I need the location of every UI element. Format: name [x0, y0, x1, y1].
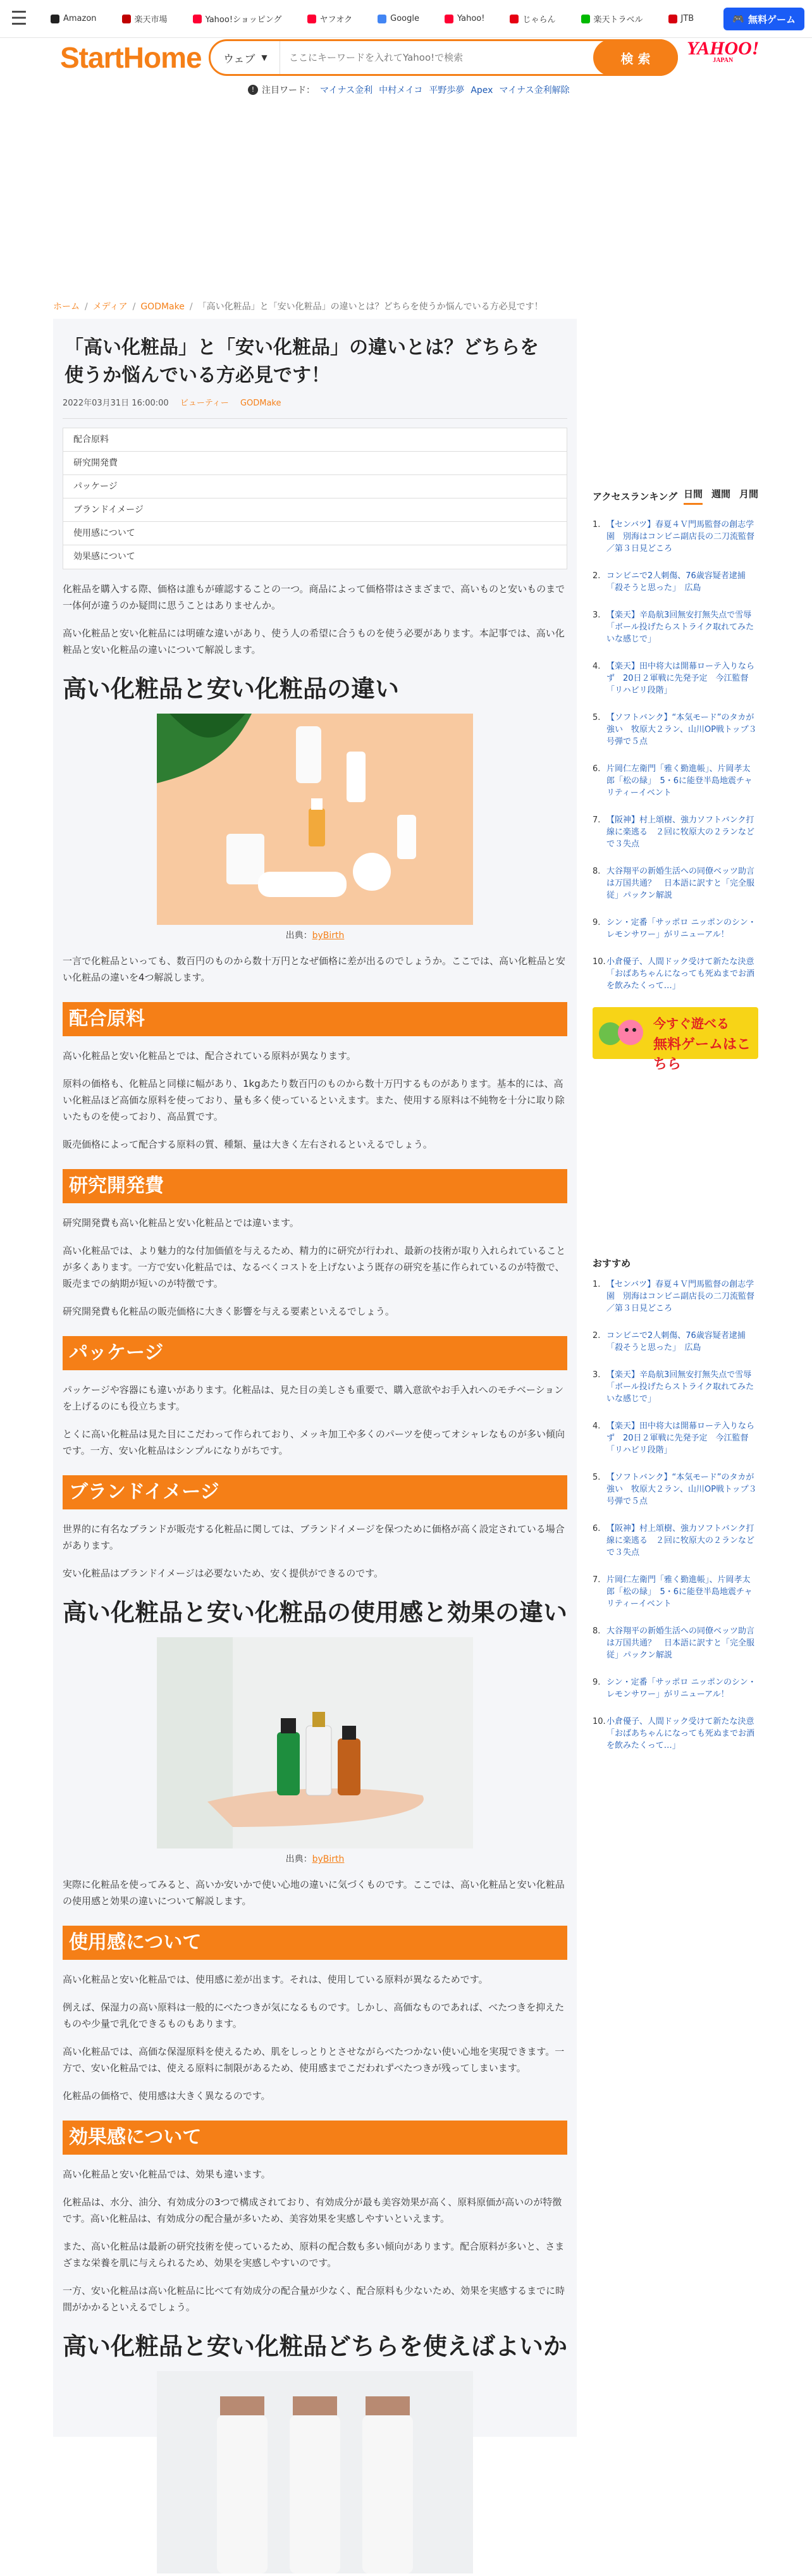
quick-link-label: 楽天市場 — [134, 15, 168, 25]
paragraph: 化粧品は、水分、油分、有効成分の3つで構成されており、有効成分が最も美容効果が高く、原料原価が高いのが特徴です。高い化粧品は、有効成分の配合量が多いため、美容効果を実感しやすいといえます。 — [63, 2196, 562, 2224]
ranking-item[interactable] — [593, 814, 758, 850]
amazon-icon — [51, 15, 59, 23]
recommend-link[interactable]: 【ソフトバンク】“本気モード”のタカが強い 牧原大２ラン、山川OP戦トップ３号弾で５点 — [606, 1473, 757, 1506]
intro-paragraph: 化粧品を購入する際、価格は誰もが確認することの一つ。商品によって価格帯はさまざまで、高いものと安いものまで一体何が違うのか疑問に思うことはありませんか。 — [63, 583, 565, 611]
yahoo-icon — [445, 15, 453, 23]
rank-number: 10. — [593, 1717, 606, 1726]
paragraph: 販売価格によって配合する原料の質、種類、量は大きく左右されるといえるでしょう。 — [63, 1139, 433, 1150]
ranking-item[interactable] — [593, 712, 758, 748]
ranking-item[interactable] — [593, 519, 758, 555]
quick-link-7[interactable] — [581, 13, 643, 25]
recommend-item[interactable] — [593, 1574, 758, 1610]
gamepad-icon: 🎮 — [732, 13, 744, 25]
ranking-link[interactable]: コンビニで2人刺傷、76歳容疑者逮捕「殺そうと思った」 広島 — [606, 571, 746, 593]
paragraph: 研究開発費も高い化粧品と安い化粧品とでは違います。 — [63, 1217, 299, 1229]
subsection-heading: 配合原料 — [63, 1002, 567, 1036]
search-button-label: 検 索 — [620, 51, 651, 66]
jtb-icon — [668, 15, 677, 23]
paragraph: 研究開発費も化粧品の販売価格に大きく影響を与える要素といえるでしょう。 — [63, 1306, 395, 1317]
section-heading: 高い化粧品と安い化粧品どちらを使えばよいか — [63, 2332, 568, 2360]
free-game-banner[interactable] — [593, 1007, 758, 1072]
quick-link-label: じゃらん — [522, 15, 556, 25]
rank-number: 10. — [593, 957, 606, 967]
breadcrumb-link[interactable]: ホーム — [53, 302, 80, 312]
paragraph: とくに高い化粧品は見た目にこだわって作られており、メッキ加工や多くのパーツを使ってオシャレなものが多い傾向です。一方、安い化粧品はシンプルになりがちです。 — [63, 1428, 565, 1456]
game-characters-icon — [598, 1013, 648, 1053]
recommend-item[interactable] — [593, 1716, 758, 1752]
jalan-icon — [510, 15, 519, 23]
ranking-link[interactable]: 小倉優子、人間ドック受けて新たな決意「おばあちゃんになっても死ぬまでお酒を飲みたくって…」 — [606, 957, 755, 991]
ranking-link[interactable]: 【ソフトバンク】“本気モード”のタカが強い 牧原大２ラン、山川OP戦トップ３号弾で５点 — [606, 713, 757, 746]
recommend-link[interactable]: 片岡仁左衛門「雅く勤進帳」、片岡孝太郎「松の緑」 5・6に能登半島地震チャリティーイベント — [606, 1575, 753, 1609]
rank-number: 4. — [593, 662, 601, 671]
recommend-list — [593, 1279, 758, 1752]
rank-number: 2. — [593, 571, 601, 581]
ranking-link[interactable]: 片岡仁左衛門「雅く勤進帳」、片岡孝太郎「松の緑」 5・6に能登半島地震チャリティーイベント — [606, 764, 753, 798]
caption-label: 出典： — [285, 1854, 312, 1864]
ranking-item[interactable] — [593, 865, 758, 901]
chevron-down-icon: ▼ — [261, 53, 268, 62]
recommend-item[interactable] — [593, 1330, 758, 1354]
rank-number: 3. — [593, 610, 601, 620]
intro-paragraph: 高い化粧品と安い化粧品には明確な違いがあり、使う人の希望に合うものを使う必要があります。本記事では、高い化粧品と安い化粧品の違いについて解説します。 — [63, 628, 565, 655]
subsection-heading: ブランドイメージ — [63, 1475, 567, 1509]
free-game-button[interactable] — [723, 8, 804, 30]
image-caption — [63, 929, 567, 941]
quick-link-label: Yahoo!ショッピング — [205, 15, 282, 25]
ad-space — [0, 113, 812, 290]
rank-number: 5. — [593, 1473, 601, 1482]
recommend-item[interactable] — [593, 1676, 758, 1700]
cosmetics-image-3 — [157, 2371, 473, 2573]
subsection-heading: 研究開発費 — [63, 1169, 567, 1203]
recommend-link[interactable]: 【楽天】辛島航3回無安打無失点で雪辱「ボール投げたらストライク取れてみたいな感じで」 — [606, 1370, 754, 1404]
image-caption — [63, 1852, 567, 1865]
attention-keyword[interactable]: 平野歩夢 — [429, 85, 465, 96]
paragraph: 世界的に有名なブランドが販売する化粧品に関しては、ブランドイメージを保つために価格が高く設定されている場合があります。 — [63, 1523, 565, 1551]
paragraph: 高い化粧品では、高価な保湿原料を使えるため、肌をしっとりとさせながらべたつかない使い心地を実現できます。一方で、安い化粧品では、使える原料に制限があるため、使用感までこだわれずべたつきが残ってしまいます。 — [63, 2046, 565, 2074]
rank-number: 5. — [593, 713, 601, 722]
toc-item[interactable]: 効果感について — [73, 552, 135, 562]
recommend-item[interactable] — [593, 1523, 758, 1559]
quick-link-label: ヤフオク — [319, 15, 353, 25]
yahoo-shopping-icon — [193, 15, 202, 23]
paragraph: 原料の価格も、化粧品と同様に幅があり、1kgあたり数百円のものから数十万円するものがあります。基本的には、高い化粧品ほど高価な原料を使っており、量も多く使っているといえます。また、使用する原料は不純物を十分に取り除いたものを使っており、高品質です。 — [63, 1078, 565, 1122]
toc-item[interactable]: ブランドイメージ — [63, 498, 567, 522]
subsection-heading: パッケージ — [63, 1336, 567, 1370]
paragraph: 安い化粧品はブランドイメージは必要ないため、安く提供ができるのです。 — [63, 1568, 384, 1579]
recommend-item[interactable] — [593, 1420, 758, 1456]
rank-number: 6. — [593, 1524, 601, 1533]
section-heading: 高い化粧品と安い化粧品の違い — [63, 675, 400, 703]
quick-link-label: Yahoo! — [457, 14, 485, 23]
ranking-link[interactable]: 大谷翔平の新婚生活への同僚ベッツ助言は万国共通？ 日本語に訳すと「完全服従」パックン解説 — [606, 867, 755, 900]
article — [53, 319, 577, 2437]
rank-number: 4. — [593, 1421, 601, 1431]
ranking-link[interactable]: 【センバツ】春夏４Ｖ門馬監督の創志学園 別海はコンビニ副店長の二刀流監督／第３日見どころ — [606, 520, 755, 554]
rank-number: 1. — [593, 1280, 601, 1289]
quick-link-0[interactable] — [51, 14, 97, 23]
article-date: 2022年03月31日 16:00:00 — [63, 399, 169, 408]
paragraph: 高い化粧品と安い化粧品とでは、配合されている原料が異なります。 — [63, 1050, 356, 1062]
attention-keyword[interactable]: Apex — [471, 85, 493, 96]
quick-link-8[interactable] — [668, 14, 694, 23]
paragraph: パッケージや容器にも違いがあります。化粧品は、見た目の美しさも重要で、購入意欲やお手入れへのモチベーションを上げるのにも役立ちます。 — [63, 1384, 564, 1412]
table-of-contents — [63, 428, 567, 569]
rakuten-icon — [122, 15, 131, 23]
ranking-item[interactable] — [593, 570, 758, 594]
attention-keyword[interactable]: マイナス金利解除 — [499, 85, 570, 96]
breadcrumb-separator: / — [132, 302, 136, 312]
recommend-link[interactable]: 【センバツ】春夏４Ｖ門馬監督の創志学園 別海はコンビニ副店長の二刀流監督／第３日見どころ — [606, 1280, 755, 1313]
quick-link-3[interactable] — [307, 13, 353, 25]
section-heading: 高い化粧品と安い化粧品の使用感と効果の違い — [63, 1599, 568, 1626]
breadcrumb-current: 「高い化粧品」と「安い化粧品」の違いとは？どちらを使うか悩んでいる方必見です！ — [197, 302, 543, 312]
quick-link-2[interactable] — [193, 13, 282, 25]
google-icon — [378, 15, 386, 23]
recommend-link[interactable]: 大谷翔平の新婚生活への同僚ベッツ助言は万国共通？ 日本語に訳すと「完全服従」パックン解説 — [606, 1626, 755, 1660]
quick-link-5[interactable] — [445, 14, 484, 23]
game-banner-line2: 無料ゲームはこちら — [653, 1036, 751, 1072]
recommend-item[interactable] — [593, 1279, 758, 1315]
recommend-header — [593, 1256, 758, 1270]
tab-daily[interactable]: 日間 — [684, 487, 703, 505]
search-button[interactable] — [593, 39, 678, 76]
search-scope-select[interactable] — [211, 41, 280, 74]
rank-number: 8. — [593, 867, 601, 876]
yahoo-logo-main: YAHOO! — [687, 38, 760, 59]
hamburger-menu-icon[interactable]: ☰ — [10, 8, 28, 30]
yahoo-japan-logo[interactable] — [687, 40, 759, 65]
free-game-label: 無料ゲーム — [747, 13, 796, 25]
paragraph: 一言で化粧品といっても、数百円のものから数十万円となぜ価格に差が出るのでしょうか。ここでは、高い化粧品と安い化粧品の違いを4つ解説します。 — [63, 955, 566, 983]
ranking-list — [593, 519, 758, 992]
ranking-link[interactable]: 【楽天】田中将大は開幕ローテ入りならず 20日２軍戦に先発予定 今江監督「リハビリ段階」 — [606, 662, 755, 695]
rank-number: 1. — [593, 520, 601, 529]
category-link-beauty[interactable]: ビューティー — [180, 399, 229, 408]
attention-keyword[interactable]: 中村メイコ — [379, 85, 423, 96]
quick-link-1[interactable] — [122, 13, 168, 25]
rank-number: 7. — [593, 1575, 601, 1585]
breadcrumb — [53, 300, 543, 313]
game-banner-line1: 今すぐ遊べる — [653, 1017, 729, 1031]
paragraph: また、高い化粧品は最新の研究技術を使っているため、原料の配合数も多い傾向があります。配合原料が多いと、さまざまな栄養を肌に与えられるため、効果を実感しやすいのです。 — [63, 2241, 565, 2269]
ranking-header — [593, 487, 758, 505]
info-icon: ! — [248, 85, 258, 95]
ranking-item[interactable] — [593, 660, 758, 697]
quick-link-label: Amazon — [63, 14, 97, 23]
article-title: 「高い化粧品」と「安い化粧品」の違いとは？どちらを使うか悩んでいる方必見です！ — [65, 337, 539, 387]
cosmetics-image-1 — [157, 714, 473, 925]
recommend-link[interactable]: 【楽天】田中将大は開幕ローテ入りならず 20日２軍戦に先発予定 今江監督「リハビリ段階」 — [606, 1421, 755, 1455]
quick-link-4[interactable] — [378, 14, 419, 23]
rank-number: 8. — [593, 1626, 601, 1636]
tab-monthly[interactable]: 月間 — [739, 488, 758, 500]
recommend-link[interactable]: コンビニで2人刺傷、76歳容疑者逮捕「殺そうと思った」 広島 — [606, 1331, 746, 1353]
yahoo-logo-sub: JAPAN — [713, 57, 734, 64]
ranking-title: アクセスランキング — [593, 490, 678, 502]
recommend-link[interactable]: 【阪神】村上頌樹、強力ソフトバンク打線に楽逃る ２回に牧原大の２ランなどで３失点 — [606, 1524, 755, 1557]
recommend-link[interactable]: 小倉優子、人間ドック受けて新たな決意「おばあちゃんになっても死ぬまでお酒を飲みたくって…」 — [606, 1717, 755, 1750]
quick-links — [51, 13, 719, 25]
attention-keyword[interactable]: マイナス金利 — [320, 85, 373, 96]
ranking-item[interactable] — [593, 609, 758, 645]
tab-weekly[interactable]: 週間 — [711, 488, 730, 500]
recommend-item[interactable] — [593, 1369, 758, 1405]
paragraph: 化粧品の価格で、使用感は大きく異なるのです。 — [63, 2090, 271, 2102]
search-scope-label: ウェブ — [223, 53, 255, 66]
ranking-item[interactable] — [593, 956, 758, 992]
rank-number: 7. — [593, 815, 601, 825]
quick-links-bar — [0, 0, 812, 38]
quick-link-label: 楽天トラベル — [593, 15, 643, 25]
yahuoku-icon — [307, 15, 316, 23]
ranking-link[interactable]: 【楽天】辛島航3回無安打無失点で雪辱「ボール投げたらストライク取れてみたいな感じで」 — [606, 610, 754, 644]
breadcrumb-separator: / — [189, 302, 193, 312]
ranking-item[interactable] — [593, 763, 758, 799]
rank-number: 6. — [593, 764, 601, 774]
toc-item[interactable]: 研究開発費 — [63, 452, 567, 475]
quick-link-6[interactable] — [510, 13, 555, 25]
breadcrumb-link[interactable]: GODMake — [140, 302, 185, 312]
ranking-item[interactable] — [593, 917, 758, 941]
attention-label: 注目ワード： — [262, 85, 315, 96]
starthome-logo[interactable]: StartHome — [60, 41, 202, 74]
paragraph: 高い化粧品では、より魅力的な付加価値を与えるため、精力的に研究が行われ、最新の技術が取り入れられていることが多くあります。一方で安い化粧品では、なるべくコストを上げないよう既存の研究を基に作られているのが特徴で、販売までの納期が短いのが特徴です。 — [63, 1245, 566, 1289]
recommend-title: おすすめ — [593, 1258, 631, 1269]
recommend-item[interactable] — [593, 1471, 758, 1508]
breadcrumb-link[interactable]: メディア — [92, 302, 128, 312]
article-meta — [63, 396, 567, 419]
attention-words — [248, 84, 576, 96]
attention-keyword-list — [320, 84, 576, 96]
quick-link-label: Google — [390, 14, 419, 23]
paragraph: 一方、安い化粧品は高い化粧品に比べて有効成分の配合量が少なく、配合原料も少ないため、効果を実感するまでに時間がかかるといえるでしょう。 — [63, 2285, 565, 2313]
paragraph: 実際に化粧品を使ってみると、高いか安いかで使い心地の違いに気づくものです。ここでは、高い化粧品と安い化粧品の使用感と効果の違いについて解説します。 — [63, 1879, 565, 1907]
rank-number: 2. — [593, 1331, 601, 1341]
paragraph: 例えば、保湿力の高い原料は一般的にべたつきが気になるものです。しかし、高価なものであれば、べたつきを抑えたものや少量で乳化できるものもあります。 — [63, 2002, 565, 2029]
search-box — [209, 39, 678, 76]
ranking-link[interactable]: 【阪神】村上頌樹、強力ソフトバンク打線に楽逃る ２回に牧原大の２ランなどで３失点 — [606, 815, 755, 849]
category-link-godmake[interactable]: GODMake — [240, 399, 281, 408]
recommend-link[interactable]: シン・定番「サッポロ ニッポンのシン・レモンサワー」がリニューアル！ — [606, 1678, 756, 1699]
cosmetics-image-2 — [157, 1637, 473, 1848]
paragraph: 高い化粧品と安い化粧品では、効果も違います。 — [63, 2169, 271, 2180]
quick-link-label: JTB — [680, 14, 694, 23]
rakuten-travel-icon — [581, 15, 590, 23]
toc-item[interactable]: 使用感について — [63, 522, 567, 545]
ranking-link[interactable]: シン・定番「サッポロ ニッポンのシン・レモンサワー」がリニューアル！ — [606, 918, 756, 939]
rank-number: 9. — [593, 918, 601, 927]
subsection-heading: 使用感について — [63, 1926, 567, 1960]
rank-number: 3. — [593, 1370, 601, 1380]
recommend-item[interactable] — [593, 1625, 758, 1661]
ranking-tabs — [684, 487, 758, 505]
caption-source-link[interactable]: byBirth — [312, 931, 345, 941]
toc-item[interactable]: 配合原料 — [63, 428, 567, 452]
caption-label: 出典： — [285, 931, 312, 941]
site-header — [0, 38, 812, 113]
breadcrumb-separator: / — [85, 302, 88, 312]
rank-number: 9. — [593, 1678, 601, 1687]
paragraph: 高い化粧品と安い化粧品では、使用感に差が出ます。それは、使用している原料が異なるためです。 — [63, 1974, 488, 1985]
sidebar — [593, 487, 758, 1767]
toc-item[interactable]: パッケージ — [63, 475, 567, 498]
caption-source-link[interactable]: byBirth — [312, 1854, 345, 1864]
subsection-heading: 効果感について — [63, 2121, 567, 2155]
